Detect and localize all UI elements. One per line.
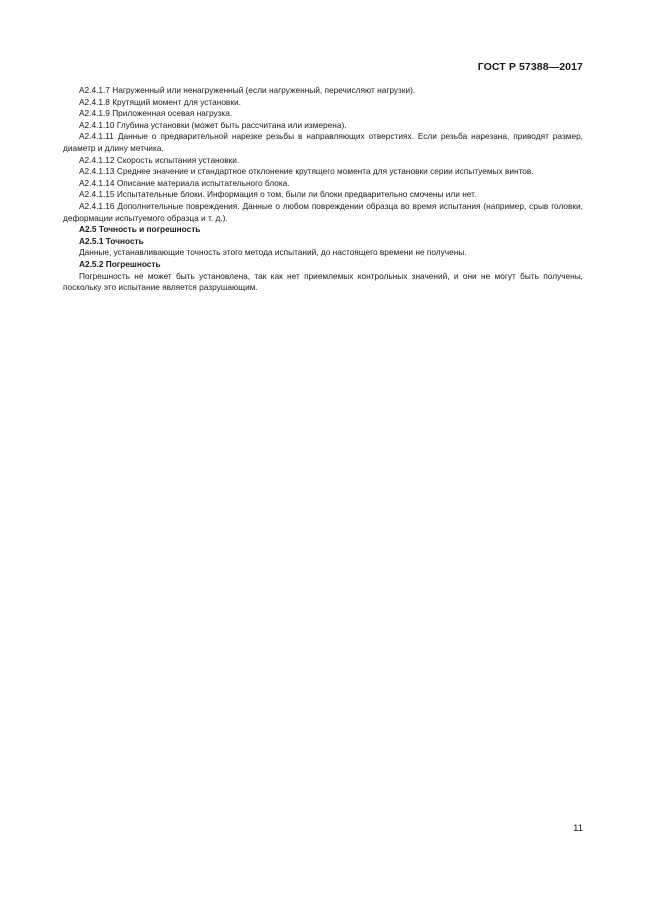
paragraph: А2.4.1.10 Глубина установки (может быть рассчитана или измерена). (79, 119, 347, 130)
paragraph: А2.4.1.11 Данные о предварительной нарезке резьбы в направляющих отверстиях. Если резьба нарезана, приводят размер, диаметр и длину метчика. (63, 131, 583, 153)
page-number: 11 (573, 823, 583, 834)
paragraph: А2.4.1.13 Среднее значение и стандартное отклонение крутящего момента для установки серии испытуемых винтов. (79, 166, 534, 177)
paragraph: А2.4.1.14 Описание материала испытательного блока. (79, 177, 290, 188)
document-id-header: ГОСТ Р 57388—2017 (477, 61, 583, 73)
document-body (63, 85, 583, 294)
paragraph: А2.4.1.12 Скорость испытания установки. (79, 154, 240, 165)
paragraph: А2.4.1.8 Крутящий момент для установки. (79, 96, 241, 107)
paragraph: Погрешность не может быть установлена, так как нет приемлемых контрольных значений, и они не могут быть получены, поскольку это испытание является разрушающим. (63, 270, 583, 293)
section-heading: А2.5 Точность и погрешность (79, 224, 201, 235)
paragraph: Данные, устанавливающие точность этого метода испытаний, до настоящего времени не получены. (79, 247, 467, 258)
paragraph: А2.4.1.16 Дополнительные повреждения. Данные о любом повреждении образца во время испытания (например, срыв головки, деформации испытуемого образца и т. д.). (63, 200, 583, 223)
subsection-heading: А2.5.1 Точность (79, 235, 144, 246)
paragraph: А2.4.1.7 Нагруженный или ненагруженный (если нагруженный, перечисляют нагрузки). (79, 85, 416, 95)
paragraph: А2.4.1.15 Испытательные блоки. Информация о том, были ли блоки предварительно смочены или нет. (79, 189, 477, 200)
subsection-heading: А2.5.2 Погрешность (79, 258, 161, 269)
paragraph: А2.4.1.9 Приложенная осевая нагрузка. (79, 108, 233, 119)
